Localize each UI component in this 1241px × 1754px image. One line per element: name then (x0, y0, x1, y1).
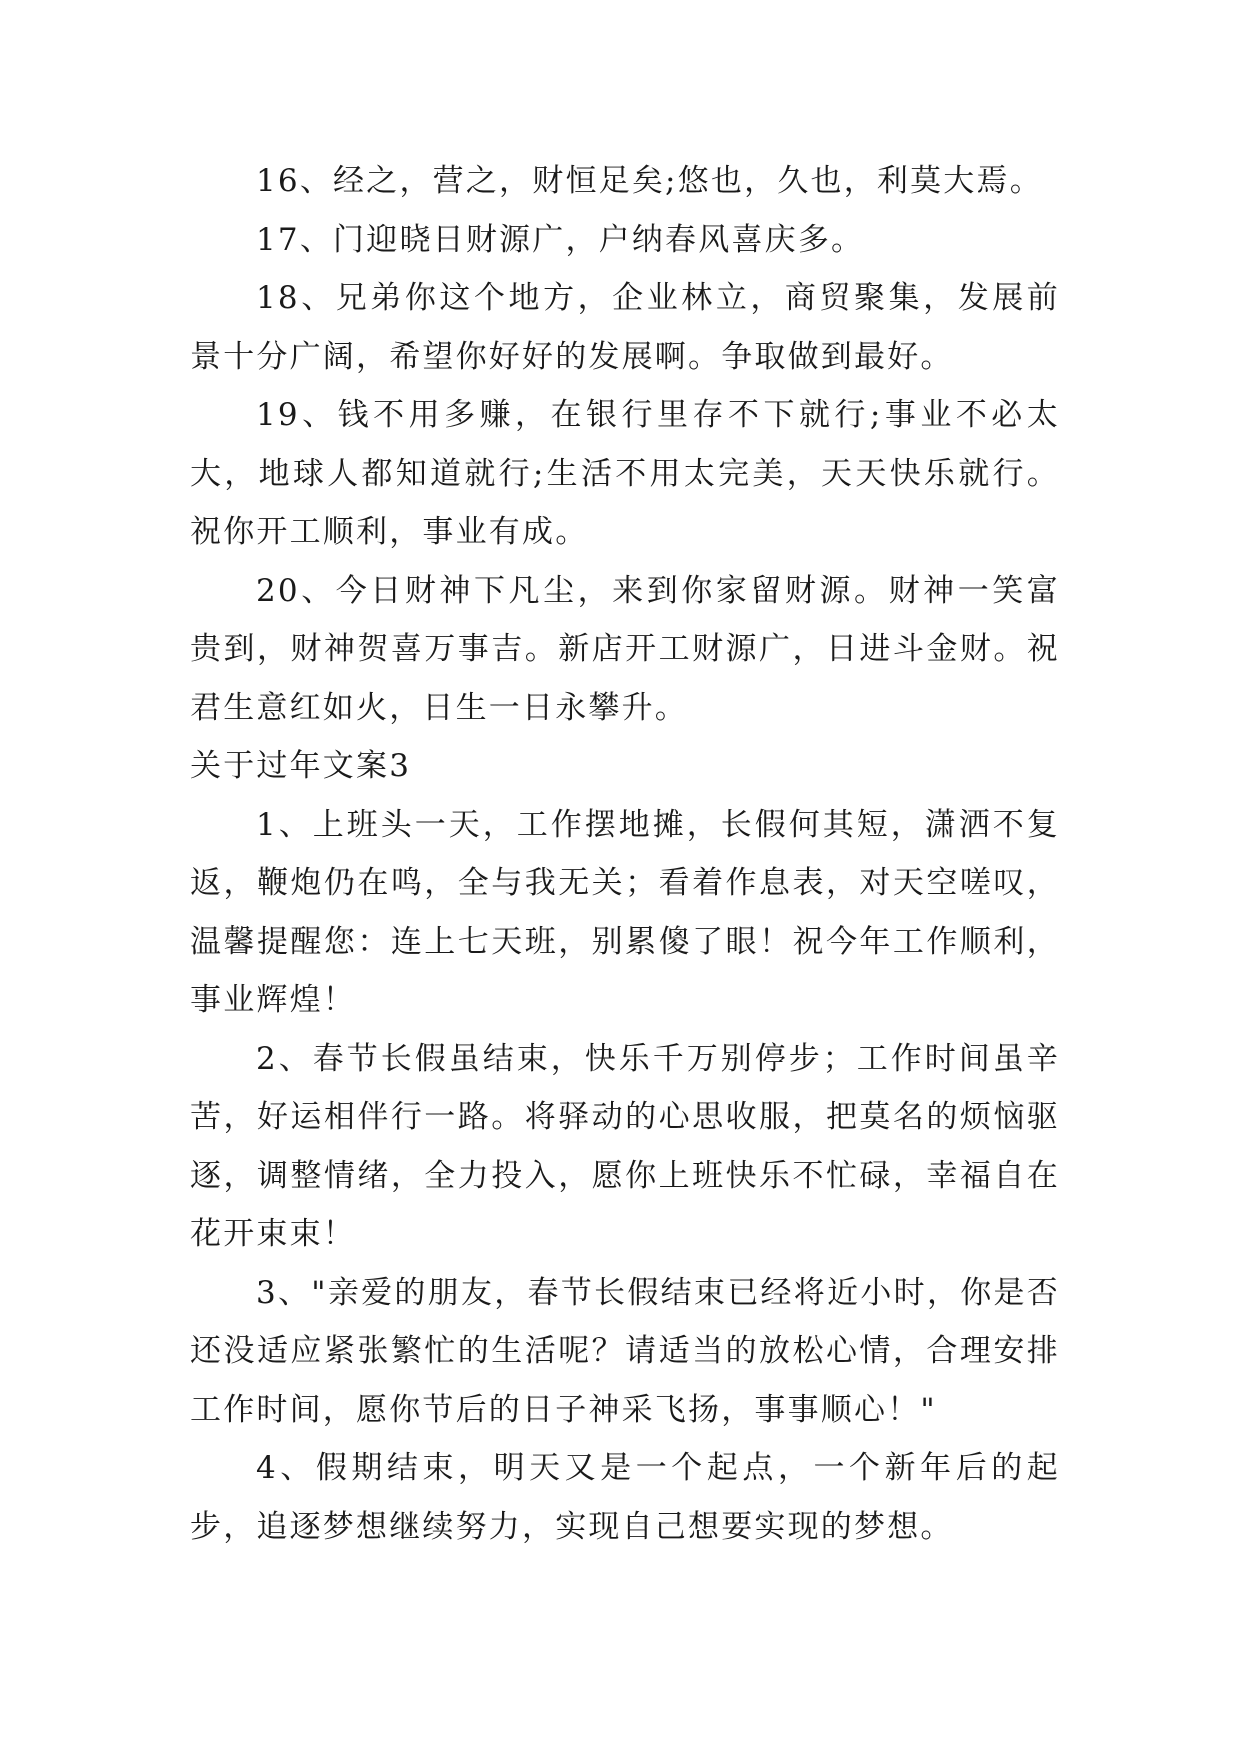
paragraph-20: 20、今日财神下凡尘，来到你家留财源。财神一笑富贵到，财神贺喜万事吉。新店开工财源广，日进斗金财。祝君生意红如火，日生一日永攀升。 (190, 572, 1060, 726)
paragraph-18: 18、兄弟你这个地方，企业林立，商贸聚集，发展前景十分广阔，希望你好好的发展啊。争取做到最好。 (190, 280, 1060, 375)
paragraph-16: 16、经之，营之，财恒足矣;悠也，久也，利莫大焉。 (256, 163, 1043, 199)
paragraph-17: 17、门迎晓日财源广，户纳春风喜庆多。 (256, 221, 865, 258)
paragraph-1: 1、上班头一天，工作摆地摊，长假何其短，潇洒不复返，鞭炮仍在鸣，全与我无关；看着作息表，对天空嗟叹，温馨提醒您：连上七天班，别累傻了眼！祝今年工作顺利，事业辉煌！ (190, 806, 1060, 1018)
section-heading: 关于过年文案3 (190, 748, 412, 784)
document-body (190, 152, 1060, 1556)
paragraph-3: 3、"亲爱的朋友，春节长假结束已经将近小时，你是否还没适应紧张繁忙的生活呢？请适当的放松心情，合理安排工作时间，愿你节后的日子神采飞扬，事事顺心！" (190, 1274, 1060, 1428)
paragraph-19: 19、钱不用多赚，在银行里存不下就行;事业不必太大，地球人都知道就行;生活不用太完美，天天快乐就行。祝你开工顺利，事业有成。 (190, 397, 1060, 550)
paragraph-4: 4、假期结束，明天又是一个起点，一个新年后的起步，追逐梦想继续努力，实现自己想要实现的梦想。 (190, 1450, 1060, 1545)
paragraph-2: 2、春节长假虽结束，快乐千万别停步；工作时间虽辛苦，好运相伴行一路。将驿动的心思收服，把莫名的烦恼驱逐，调整情绪，全力投入，愿你上班快乐不忙碌，幸福自在花开束束！ (190, 1040, 1060, 1252)
